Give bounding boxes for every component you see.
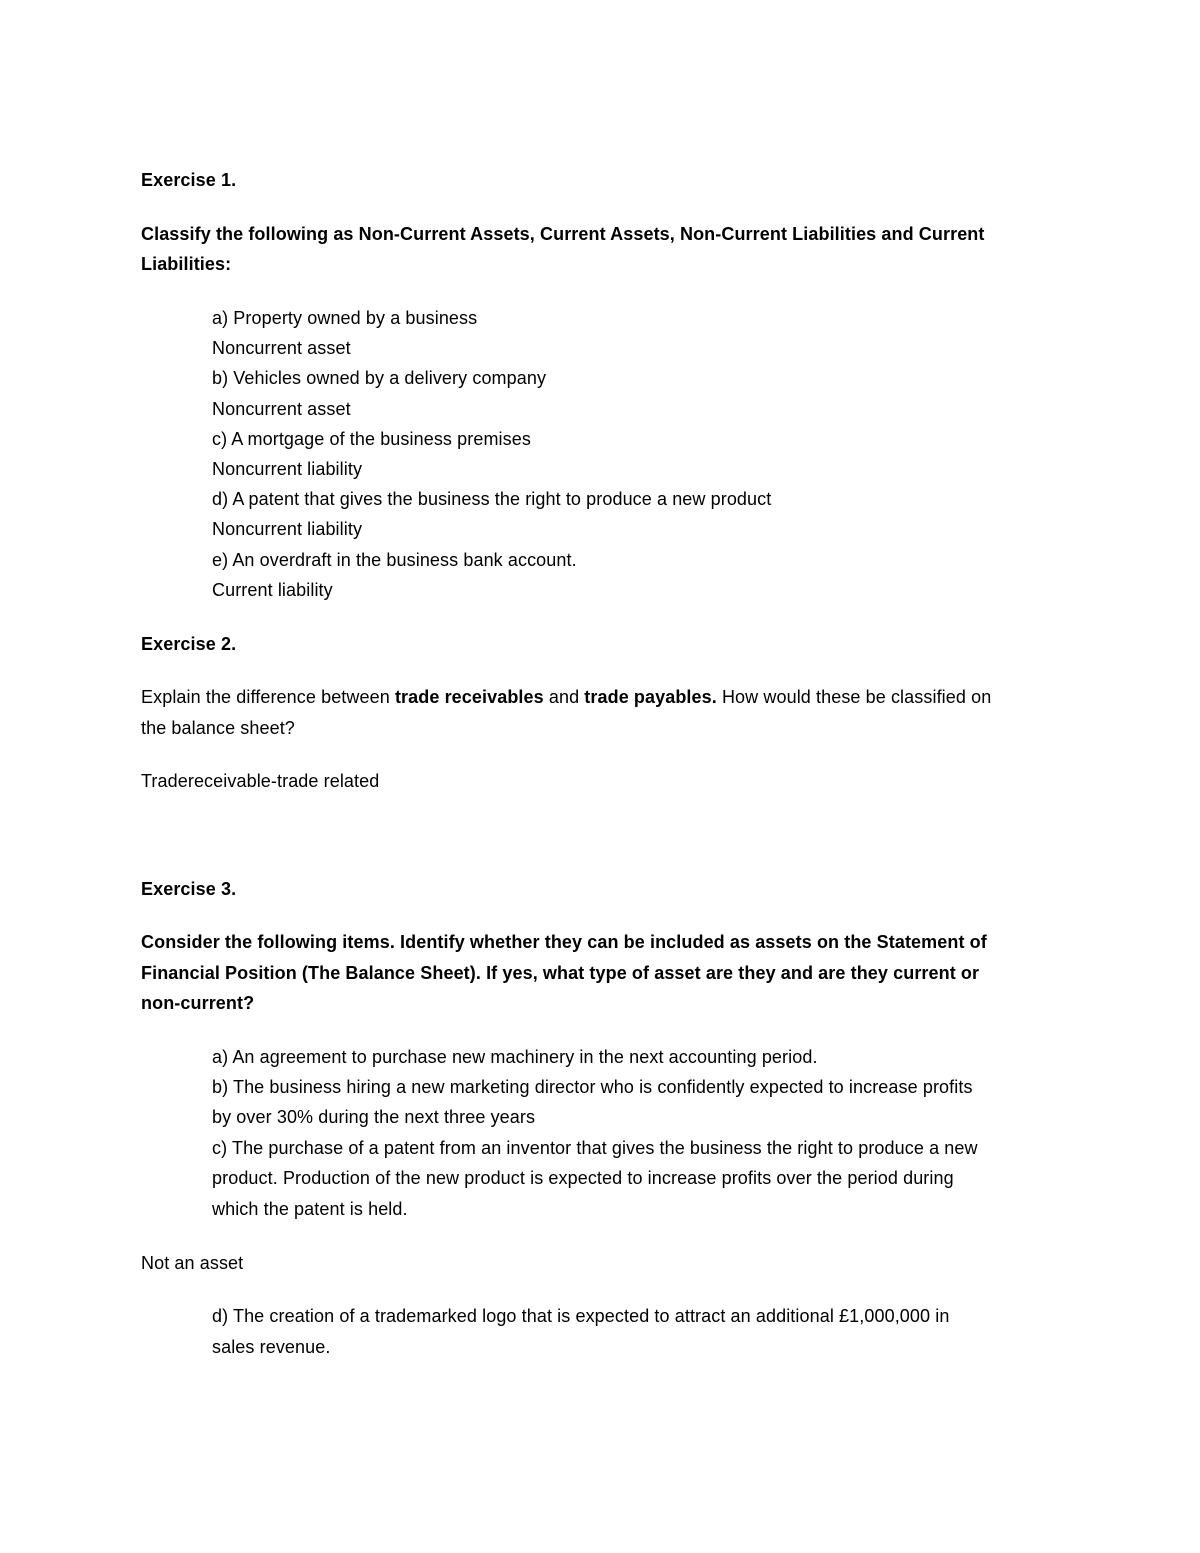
exercise-1-answer-b: Noncurrent asset bbox=[212, 399, 351, 419]
exercise-3-item-b-line-1: b) The business hiring a new marketing director who is confidently expected to increase profits bbox=[212, 1077, 973, 1097]
exercise-1-answer-d: Noncurrent liability bbox=[212, 519, 363, 539]
exercise-1-item-e: e) An overdraft in the business bank account. bbox=[212, 550, 577, 570]
exercise-1-instruction-line-2: Liabilities: bbox=[141, 254, 232, 274]
exercise-1-answer-a: Noncurrent asset bbox=[212, 338, 351, 358]
exercise-3-instruction-line-3: non-current? bbox=[141, 993, 255, 1013]
exercise-2-title: Exercise 2. bbox=[141, 634, 237, 654]
exercise-3-item-c-line-3: which the patent is held. bbox=[212, 1199, 408, 1219]
exercise-1-item-c: c) A mortgage of the business premises bbox=[212, 429, 531, 449]
exercise-3-item-a: a) An agreement to purchase new machinery in the next accounting period. bbox=[212, 1047, 818, 1067]
exercise-3-title: Exercise 3. bbox=[141, 879, 237, 899]
exercise-1-title: Exercise 1. bbox=[141, 170, 237, 190]
exercise-1-item-b: b) Vehicles owned by a delivery company bbox=[212, 368, 547, 388]
exercise-2-question-text-3: How would these be classified on bbox=[716, 687, 992, 707]
exercise-1-item-a: a) Property owned by a business bbox=[212, 308, 478, 328]
exercise-3-item-b-line-2: by over 30% during the next three years bbox=[212, 1107, 536, 1127]
exercise-3-item-d-line-2: sales revenue. bbox=[212, 1337, 331, 1357]
exercise-2-question-text-1: Explain the difference between bbox=[141, 687, 395, 707]
exercise-2-answer: Tradereceivable-trade related bbox=[141, 771, 380, 791]
exercise-2-question-text-2: and bbox=[543, 687, 585, 707]
exercise-3-item-d-line-1: d) The creation of a trademarked logo that is expected to attract an additional £1,000,000 in bbox=[212, 1306, 950, 1326]
exercise-2-question-line-2: the balance sheet? bbox=[141, 718, 295, 738]
exercise-3-answer: Not an asset bbox=[141, 1253, 244, 1273]
exercise-3-item-c-line-1: c) The purchase of a patent from an inventor that gives the business the right to produce a new bbox=[212, 1138, 978, 1158]
exercise-2-question-line-1 bbox=[141, 686, 991, 708]
exercise-1-item-d: d) A patent that gives the business the right to produce a new product bbox=[212, 489, 772, 509]
exercise-3-item-c-line-2: product. Production of the new product is expected to increase profits over the period during bbox=[212, 1168, 954, 1188]
trade-payables-term: trade payables. bbox=[584, 687, 717, 707]
exercise-1-answer-e: Current liability bbox=[212, 580, 333, 600]
exercise-1-answer-c: Noncurrent liability bbox=[212, 459, 363, 479]
exercise-3-instruction-line-2: Financial Position (The Balance Sheet). If yes, what type of asset are they and are they current or bbox=[141, 963, 980, 983]
exercise-3-instruction-line-1: Consider the following items. Identify whether they can be included as assets on the Statement of bbox=[141, 932, 987, 952]
trade-receivables-term: trade receivables bbox=[394, 687, 544, 707]
exercise-1-instruction-line-1: Classify the following as Non-Current Assets, Current Assets, Non-Current Liabilities and Current bbox=[141, 224, 985, 244]
